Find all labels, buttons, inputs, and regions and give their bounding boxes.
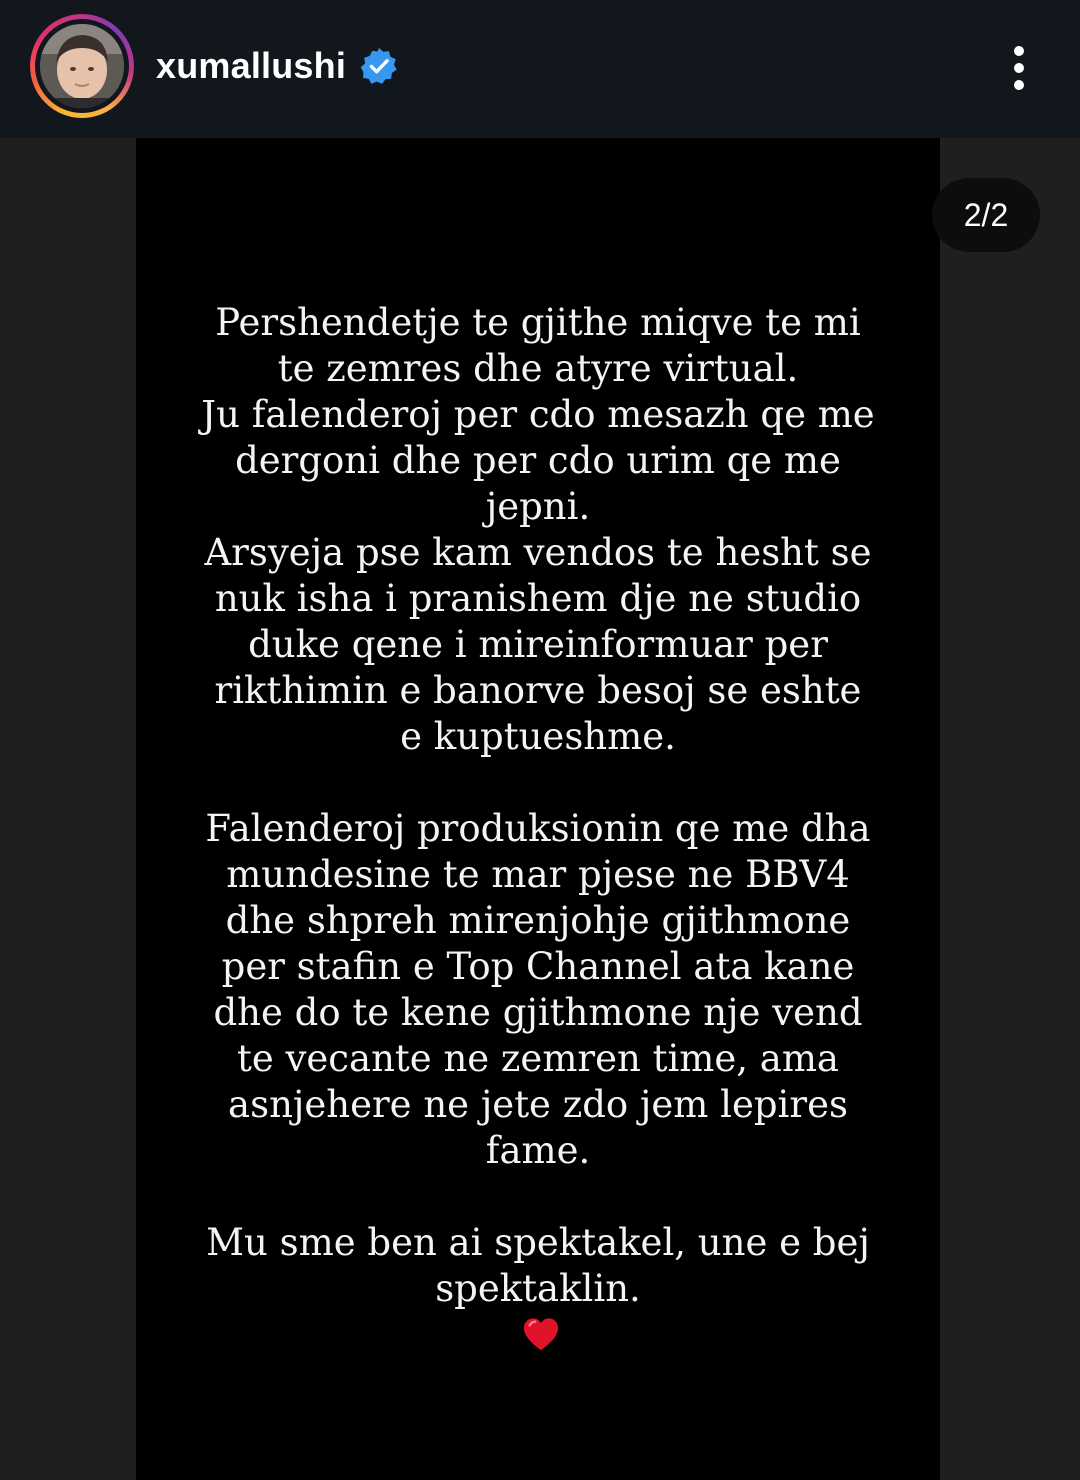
more-options-button[interactable]	[996, 40, 1042, 96]
story-text-line: Arsyeja pse kam vendos te hesht se	[204, 531, 872, 574]
story-text-line: Mu sme ben ai spektakel, une e bej	[206, 1221, 870, 1264]
story-text-line: jepni.	[485, 485, 591, 528]
avatar-story-ring[interactable]	[30, 14, 134, 118]
story-text-line: nuk isha i pranishem dje ne studio	[214, 577, 862, 620]
story-text-line: dergoni dhe per cdo urim qe me	[235, 439, 841, 482]
more-vertical-icon-dot	[1014, 80, 1024, 90]
story-text	[136, 300, 940, 1312]
story-text-line: rikthimin e banorve besoj se eshte	[214, 669, 862, 712]
story-header	[0, 0, 1080, 138]
story-text-line: dhe shpreh mirenjohje gjithmone	[225, 899, 851, 942]
story-text-line: duke qene i mireinformuar per	[248, 623, 828, 666]
heart-emoji-icon	[522, 1316, 560, 1354]
profile-photo	[40, 24, 124, 108]
story-counter-badge: 2/2	[932, 178, 1040, 252]
avatar-ring-gap	[35, 19, 129, 113]
story-text-line: te zemres dhe atyre virtual.	[277, 347, 799, 390]
avatar[interactable]	[40, 24, 124, 108]
username[interactable]: xumallushi	[156, 45, 347, 86]
story-paragraph-gap	[136, 760, 940, 806]
story-text-line: per stafin e Top Channel ata kane	[221, 945, 855, 988]
more-vertical-icon-dot	[1014, 63, 1024, 73]
username-row	[156, 40, 398, 92]
story-text-line: asnjehere ne jete zdo jem lepires	[228, 1083, 848, 1126]
story-text-line: e kuptueshme.	[400, 715, 676, 758]
story-text-line: spektaklin.	[435, 1267, 641, 1310]
story-text-line: mundesine te mar pjese ne BBV4	[226, 853, 850, 896]
story-text-line: te vecante ne zemren time, ama	[236, 1037, 839, 1080]
verified-badge-icon	[360, 47, 398, 85]
story-text-line: Ju falenderoj per cdo mesazh qe me	[201, 393, 875, 436]
story-paragraph-gap	[136, 1174, 940, 1220]
story-text-line: Pershendetje te gjithe miqve te mi	[215, 301, 861, 344]
story-text-line: fame.	[485, 1129, 591, 1172]
story-text-line: dhe do te kene gjithmone nje vend	[213, 991, 863, 1034]
story-text-line: Falenderoj produksionin qe me dha	[205, 807, 871, 850]
more-vertical-icon	[1014, 46, 1024, 56]
